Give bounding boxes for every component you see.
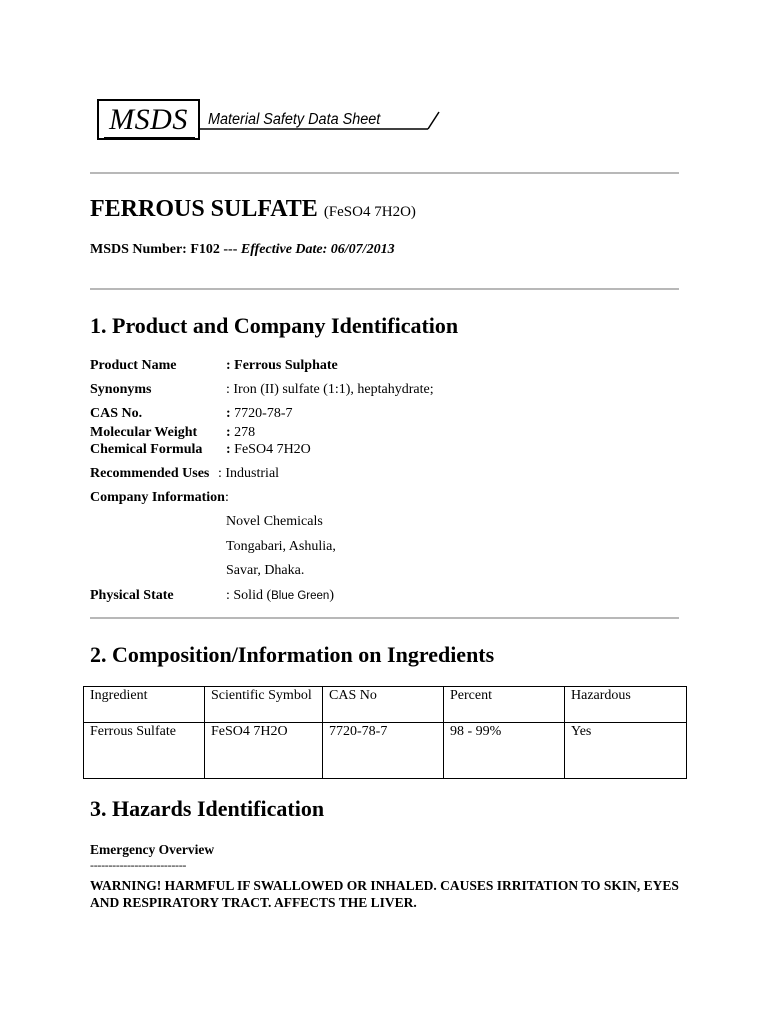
column-header: Hazardous <box>565 687 687 723</box>
column-header: CAS No <box>323 687 444 723</box>
divider <box>90 288 679 290</box>
logo-subtitle: Material Safety Data Sheet <box>208 111 381 128</box>
divider <box>90 617 679 619</box>
title-formula: (FeSO4 7H2O) <box>323 204 416 220</box>
product-name-label: Product Name <box>90 358 177 373</box>
column-header: Percent <box>444 687 565 723</box>
page-title <box>90 196 416 223</box>
formula-label: Chemical Formula <box>90 442 203 457</box>
formula-colon: : <box>226 442 231 457</box>
table-header-row <box>84 687 687 723</box>
company-colon: : <box>224 490 229 505</box>
section-heading-3: 3. Hazards Identification <box>90 796 325 821</box>
table-row <box>84 723 687 779</box>
column-header: Scientific Symbol <box>205 687 323 723</box>
mw-colon: : <box>226 425 231 440</box>
effective-date: Effective Date: 06/07/2013 <box>240 242 395 257</box>
synonyms-label: Synonyms <box>90 382 152 397</box>
mw-value <box>226 425 255 441</box>
company-label <box>90 490 229 506</box>
dash-separator: -------------------------- <box>90 858 187 872</box>
table-cell: 98 - 99% <box>444 723 565 779</box>
mw-label: Molecular Weight <box>90 425 198 440</box>
mw-text: 278 <box>230 425 256 440</box>
title-text: FERROUS SULFATE <box>90 196 318 222</box>
cas-label: CAS No. <box>90 406 143 421</box>
emergency-overview-label: Emergency Overview <box>90 842 215 857</box>
state-color: Blue Green <box>271 590 330 602</box>
synonyms-value: : Iron (II) sulfate (1:1), heptahydrate; <box>226 382 434 397</box>
table-cell: 7720-78-7 <box>323 723 444 779</box>
company-line-2: Tongabari, Ashulia, <box>226 539 336 554</box>
product-name-value <box>226 358 338 374</box>
state-label: Physical State <box>90 588 174 603</box>
product-name-text: : Ferrous Sulphate <box>226 358 338 373</box>
company-line-3: Savar, Dhaka. <box>226 563 305 578</box>
table-cell: FeSO4 7H2O <box>205 723 323 779</box>
state-close: ) <box>329 588 334 603</box>
state-text: : Solid ( <box>226 588 272 603</box>
company-line-1: Novel Chemicals <box>226 514 323 529</box>
msds-number-line <box>90 242 395 258</box>
table-cell: Ferrous Sulfate <box>84 723 205 779</box>
uses-value: : Industrial <box>218 466 280 481</box>
divider <box>90 172 679 174</box>
state-value <box>226 588 334 604</box>
warning-text: WARNING! HARMFUL IF SWALLOWED OR INHALED. CAUSES IRRITATION TO SKIN, EYES AND RESPIRATORY TRACT. AFFECTS THE LIVER. <box>90 878 679 910</box>
uses-label: Recommended Uses <box>90 466 210 481</box>
msds-number: MSDS Number: F102 --- <box>90 242 238 257</box>
company-label-text: Company Information <box>90 490 225 505</box>
column-header: Ingredient <box>84 687 205 723</box>
logo-mark: MSDS <box>109 102 188 136</box>
formula-text: FeSO4 7H2O <box>230 442 311 457</box>
section-heading-1: 1. Product and Company Identification <box>90 313 459 338</box>
cas-value <box>226 406 293 422</box>
cas-text: 7720-78-7 <box>230 406 293 421</box>
logo-underline <box>104 137 195 138</box>
section-heading-2: 2. Composition/Information on Ingredients <box>90 642 495 667</box>
formula-value <box>226 442 311 458</box>
composition-table <box>83 686 687 779</box>
msds-logo <box>97 99 200 140</box>
table-cell: Yes <box>565 723 687 779</box>
cas-colon: : <box>226 406 231 421</box>
